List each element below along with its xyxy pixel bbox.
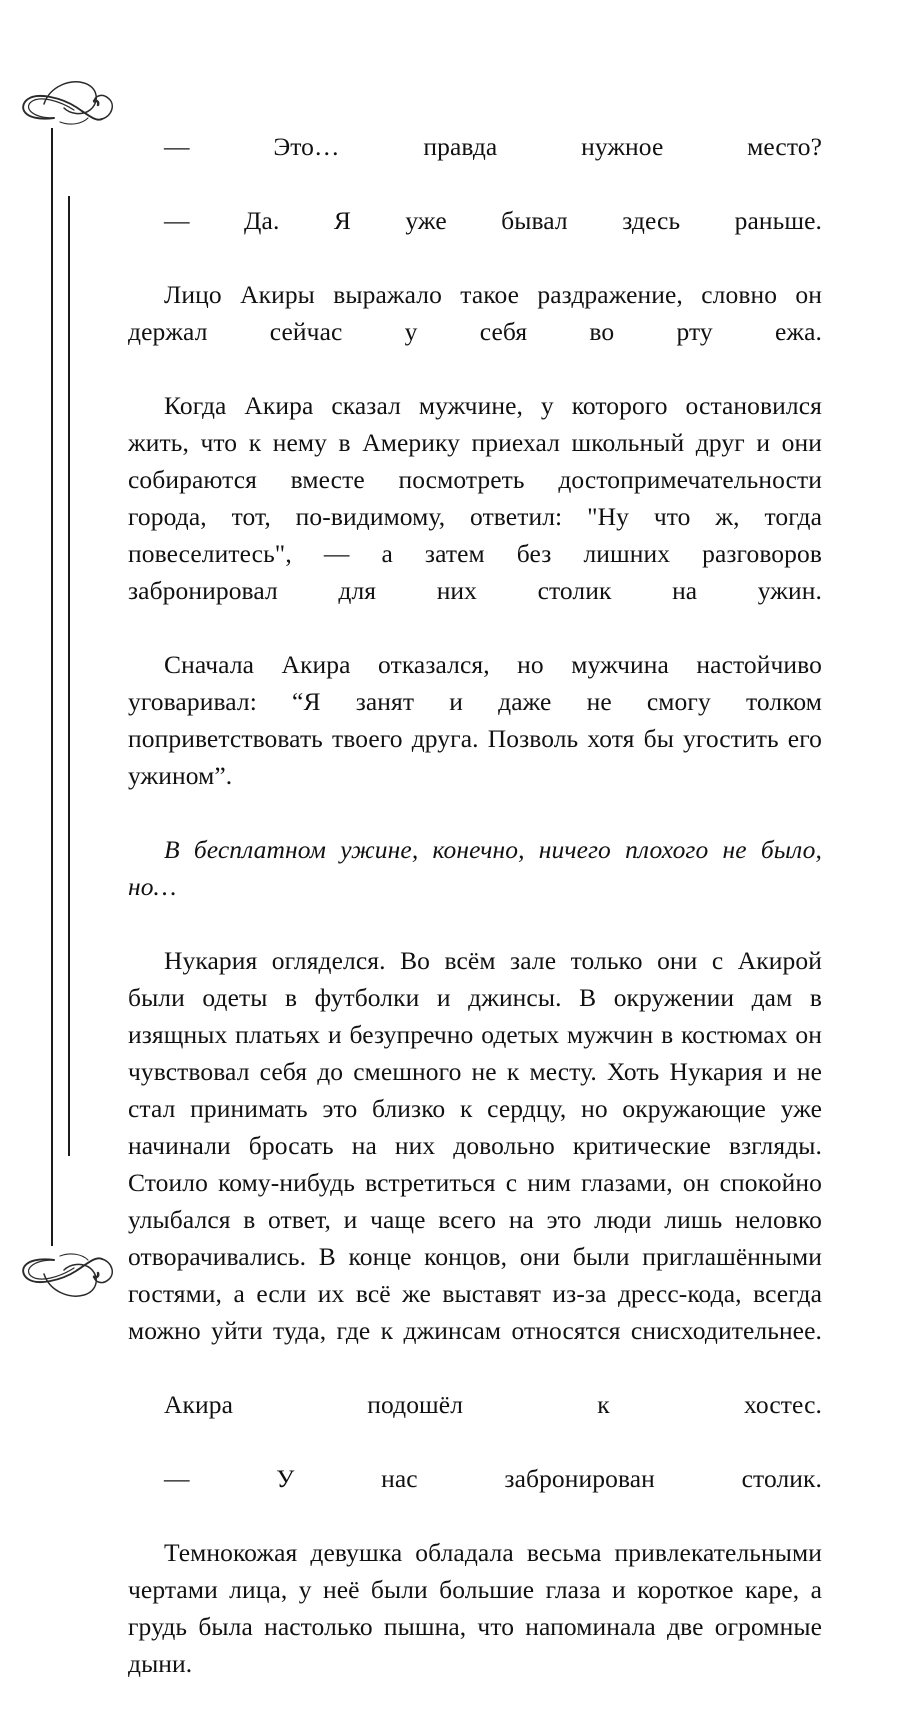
paragraph: Когда Акира сказал мужчине, у которого остановился жить, что к нему в Америку приехал школьный друг и они собираются вместе посмотреть достопримечательности города, тот, по-видимому, ответил: "Ну что ж, тогда повеселитесь", — а затем без лишних разговоров забронировал для них столик на ужин. — [128, 391, 822, 605]
paragraph: — У нас забронирован столик. — [164, 1464, 822, 1493]
margin-decoration — [0, 0, 140, 1350]
paragraph: — Это… правда нужное место? — [164, 132, 822, 161]
paragraph: В бесплатном ужине, конечно, ничего плохого не было, но… — [128, 835, 822, 901]
paragraph: Лицо Акиры выражало такое раздражение, словно он держал сейчас у себя во рту ежа. — [128, 280, 822, 346]
paragraph: Темнокожая девушка обладала весьма привлекательными чертами лица, у неё были большие глаза и короткое каре, а грудь была настолько пышна, что напоминала две огромные дыни. — [128, 1538, 822, 1678]
body-text-column — [128, 128, 822, 1719]
vertical-margin-rule-outer — [51, 128, 53, 1246]
calligraphic-flourish-ornament — [14, 74, 126, 146]
calligraphic-flourish-ornament-mirrored — [14, 1232, 126, 1304]
paragraph: Акира подошёл к хостес. — [164, 1390, 822, 1419]
paragraph: — Да. Я уже бывал здесь раньше. — [164, 206, 822, 235]
paragraph: Нукария огляделся. Во всём зале только они с Акирой были одеты в футболки и джинсы. В окружении дам в изящных платьях и безупречно одетых мужчин в костюмах он чувствовал себя до смешного не к месту. Хоть Нукария и не стал принимать это близко к сердцу, но окружающие уже начинали бросать на них довольно критические взгляды. Стоило кому-нибудь встретиться с ним глазами, он спокойно улыбался в ответ, и чаще всего на это люди лишь неловко отворачивались. В конце концов, они были приглашёнными гостями, а если их всё же выставят из-за дресс-кода, всегда можно уйти туда, где к джинсам относятся снисходительнее. — [128, 946, 822, 1345]
vertical-margin-rule-inner — [68, 196, 70, 1156]
paragraph: Сначала Акира отказался, но мужчина настойчиво уговаривал: “Я занят и даже не смогу толком поприветствовать твоего друга. Позволь хотя бы угостить его ужином”. — [128, 650, 822, 790]
